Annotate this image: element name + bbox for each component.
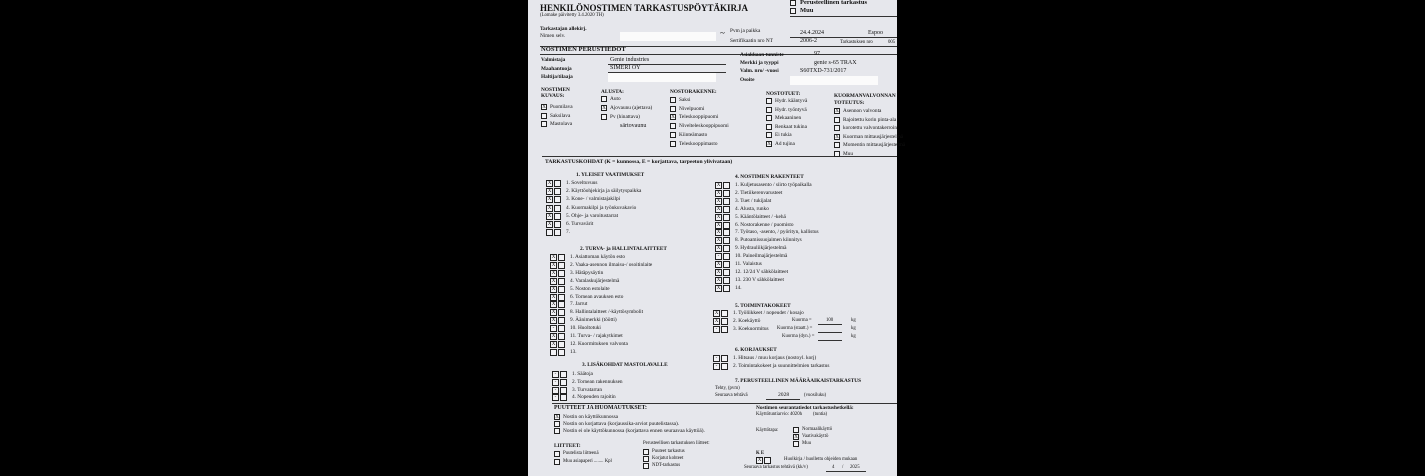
s4-item: 6. Nostorakenne / puomisto — [735, 221, 794, 228]
s2-k-cell[interactable]: X — [551, 341, 556, 347]
use-checkbox[interactable] — [793, 441, 799, 447]
s2-k-cell[interactable]: X — [551, 270, 556, 276]
s4-item: 10. Paineilmajärjestelmä — [735, 253, 788, 260]
load2-label: Kuorma (staatt.) = — [777, 326, 813, 331]
nostorakenne-checkbox[interactable] — [670, 141, 676, 147]
s4-e-cell[interactable] — [723, 285, 730, 292]
nostotuet-item: Mekaaninen — [775, 115, 802, 121]
divider — [818, 332, 842, 333]
s5-heading: 5. TOIMINTAKOKEET — [735, 303, 791, 309]
s3-item: 4. Nopeuden rajoitin — [572, 394, 616, 401]
nostorakenne-item: Teleskooppipuomi — [679, 114, 719, 121]
s2-k-cell[interactable]: X — [551, 278, 556, 284]
s5-e-cell[interactable] — [721, 318, 728, 325]
s4-k-cell[interactable]: X — [716, 222, 721, 228]
checkbox-muu[interactable] — [790, 8, 796, 14]
s4-e-cell[interactable] — [723, 229, 730, 236]
s2-e-cell[interactable] — [558, 262, 565, 269]
owner-label: Haltija/tilaaja — [541, 74, 573, 80]
s1-e-cell[interactable] — [554, 205, 561, 212]
nostorakenne-item: Teleskooppimasto — [679, 140, 718, 147]
serial-label: Valm. nro/ -vuosi — [740, 68, 779, 74]
s4-item: 3. Tuet / tukijalat — [735, 197, 772, 204]
s4-e-cell[interactable] — [723, 277, 730, 284]
use-checkbox[interactable] — [793, 427, 799, 433]
s4-item: 5. Kääntölaitteet / -kehä — [735, 213, 786, 220]
s7-next-suffix: (vuosiluku) — [804, 393, 827, 398]
redacted-address — [790, 76, 878, 85]
s1-k-cell[interactable]: X — [547, 181, 552, 186]
s2-item: 11. Turva- / rajakytkimet — [570, 333, 623, 339]
s2-item: 13. — [570, 348, 577, 355]
s2-k-cell[interactable] — [550, 349, 557, 356]
s3-e-cell[interactable] — [560, 387, 567, 394]
s1-k-cell[interactable] — [546, 229, 553, 236]
huol-e-cell[interactable] — [764, 457, 771, 464]
s3-k-cell[interactable]: - — [552, 394, 559, 401]
s4-item: 2. Tietiikerenvarusteet — [735, 189, 783, 196]
s2-e-cell[interactable] — [558, 278, 565, 285]
peruslist-item: Puuteet tarkastus — [652, 449, 685, 454]
s2-item: 12. Kuormituksen valvonta — [570, 340, 628, 347]
s1-heading: 1. YLEISET VAATIMUKSET — [576, 172, 645, 178]
s7-done-label: Tehty, (pvm) — [715, 386, 740, 391]
s1-e-cell[interactable] — [554, 221, 561, 228]
nostotuet-heading: NOSTOTUET: — [766, 91, 801, 97]
s6-e-cell[interactable] — [721, 363, 728, 370]
peruslist-heading: Perusteellisen tarkastuksen liitteet: — [643, 441, 710, 446]
maker-label: Valmistaja — [541, 57, 566, 63]
s4-k-cell[interactable]: X — [716, 190, 721, 196]
puutteet-item: Nostin on korjattava (korjaussika-arviot puutelistassa). — [563, 421, 680, 427]
s4-e-cell[interactable] — [723, 182, 730, 189]
load3-unit: kg — [851, 334, 856, 339]
s2-e-cell[interactable] — [558, 270, 565, 277]
s2-e-cell[interactable] — [558, 349, 565, 356]
cert-value: 2006-2 — [800, 38, 817, 44]
s1-e-cell[interactable] — [554, 180, 561, 187]
nostotuet-checkbox[interactable] — [766, 98, 772, 104]
maker-value: Genie industries — [610, 57, 650, 63]
alusta-checkbox[interactable] — [601, 114, 607, 120]
kuorman-item: Muu — [843, 150, 854, 157]
customer-value: 97 — [814, 51, 820, 57]
s1-k-cell[interactable]: X — [547, 213, 552, 219]
s2-item: 6. Tornean avauksen esto — [570, 293, 624, 300]
s4-item: 7. Työtaso, -asento, / pyörityn, kallistus — [735, 229, 819, 236]
kuorman-checkbox[interactable] — [834, 151, 840, 157]
s5-e-cell[interactable] — [721, 310, 728, 317]
s5-item: 2. Koekäyttö — [733, 318, 761, 324]
use-checkbox[interactable]: X — [794, 435, 798, 440]
s2-item: 9. Äänimerkki (töötti) — [570, 317, 617, 324]
liitteet-checkbox[interactable] — [554, 459, 560, 465]
s4-heading: 4. NOSTIMEN RAKENTEET — [735, 174, 804, 180]
inspection-form — [528, 0, 906, 476]
alusta-heading: ALUSTA: — [601, 89, 624, 95]
s5-k-cell[interactable]: X — [714, 319, 719, 324]
s1-item: 1. Soveltuvuus — [566, 180, 598, 186]
s6-item: 1. Hitsaus / muu korjaus (nostoyl. korj) — [733, 355, 817, 361]
divider — [818, 324, 842, 325]
kohdat-heading: TARKASTUSKOHDAT (K = kunnossa, E = korjattava, tarpeeton ylivivataan) — [545, 159, 733, 165]
s4-k-cell[interactable]: X — [716, 183, 721, 188]
kuvaus-item: Mastolava — [550, 121, 573, 127]
s6-k-cell[interactable]: - — [713, 363, 720, 370]
customer-label: Asiakkaan tunniste — [740, 52, 784, 58]
s5-k-cell[interactable]: - — [713, 326, 720, 333]
s3-k-cell[interactable]: - — [552, 379, 559, 386]
seuranta-next-year: 2025 — [850, 465, 860, 470]
seuranta-ke: K E — [756, 451, 765, 456]
kuorman-checkbox[interactable]: X — [835, 134, 839, 140]
address-label: Osoite — [740, 77, 755, 83]
use-item: Muu — [802, 441, 812, 446]
s1-e-cell[interactable] — [554, 229, 561, 236]
nostorakenne-checkbox[interactable] — [670, 123, 676, 129]
s1-k-cell[interactable]: X — [547, 197, 552, 203]
s3-heading: 3. LISÄKOHDAT MASTOLAVALLE — [582, 362, 668, 368]
s1-item: 7. — [566, 229, 570, 236]
seuranta-next-month: 4 — [832, 465, 835, 470]
s1-item: 4. Kuormakilpi ja työnkuvakavio — [566, 204, 637, 211]
s2-k-cell[interactable]: X — [551, 294, 556, 300]
importer-label: Maahantuoja — [541, 66, 572, 72]
load1-label: Kuorma = — [792, 318, 812, 323]
inspector-name-label: Nimen selv. — [540, 33, 566, 39]
s1-k-cell[interactable]: X — [547, 189, 552, 195]
s1-k-cell[interactable]: X — [547, 205, 552, 211]
divider — [826, 471, 866, 472]
liitteet-heading: LIITTEET: — [554, 443, 581, 449]
nostorakenne-item: Nivelpuomi — [679, 105, 705, 112]
nostotuet-item: Renkaat tukina — [775, 123, 807, 130]
liitteet-item: Muu asiapaperi ........ Kpl — [563, 459, 612, 464]
s2-e-cell[interactable] — [558, 317, 565, 324]
use-item: Vaativakäyttö — [802, 434, 829, 439]
s7-heading: 7. PERUSTEELLINEN MÄÄRÄAIKAISTARKASTUS — [735, 378, 862, 384]
nostorakenne-item: Nivelteleskooppipuomi — [679, 123, 729, 130]
kuorman-item: Rajoitettu korin pinta-ala — [843, 116, 897, 123]
kuorman-item: korotettu valvontakerroin — [843, 125, 897, 131]
s1-item: 2. Käyttöohjekirja ja säilytyspaikka — [566, 188, 642, 195]
alusta-item: Pv (hinattava) — [610, 114, 640, 120]
kuorman-item: Kuorman mittausjärjestelmä — [843, 133, 904, 140]
peruslist-item: Korjatut kohteet — [652, 456, 684, 461]
s2-e-cell[interactable] — [558, 341, 565, 348]
s4-item: 4. Alusta, runko — [735, 205, 769, 212]
load1-unit: kg — [851, 318, 856, 323]
s4-item: 8. Putoamissuojaimen kiinnitys — [735, 237, 802, 244]
s1-e-cell[interactable] — [554, 188, 561, 195]
nostotuet-item: Hydr. työntyvä — [775, 106, 807, 113]
load3-label: Kuorma (dyn.) = — [782, 334, 815, 339]
nostorakenne-checkbox[interactable] — [670, 132, 676, 138]
s3-k-cell[interactable]: - — [552, 387, 559, 394]
kuvaus-checkbox[interactable] — [541, 113, 547, 119]
s2-k-cell[interactable]: - — [550, 325, 557, 332]
s6-heading: 6. KORJAUKSET — [735, 347, 777, 353]
checkbox-perusteellinen[interactable] — [790, 0, 796, 6]
nostotuet-item: Hydr. kääntyvä — [775, 98, 808, 104]
s2-e-cell[interactable] — [558, 286, 565, 293]
serial-value: S60TXD-731/2017 — [800, 68, 847, 74]
puutteet-item: Nostin ei ole käyttökunnossa (korjattava ennen seuraavaa käyttöä). — [563, 428, 705, 434]
s3-item: 1. Säätoja — [572, 371, 593, 377]
s2-e-cell[interactable] — [558, 325, 565, 332]
s1-e-cell[interactable] — [554, 196, 561, 203]
divider — [790, 16, 897, 17]
alusta-item: Ajovaunu (ajettava) — [610, 105, 653, 111]
s4-k-cell[interactable]: X — [716, 277, 721, 283]
s2-item: 5. Noston estolaite — [570, 285, 610, 292]
date-value: 24.4.2024 — [800, 30, 824, 36]
s4-e-cell[interactable] — [723, 237, 730, 244]
s2-item: 1. Asiattoman käytön esto — [570, 254, 626, 260]
s5-item: 1. Työliikkeet / nopeudet / kosajo — [733, 310, 804, 316]
s2-k-cell[interactable]: X — [551, 318, 556, 324]
s4-e-cell[interactable] — [723, 206, 730, 213]
use-item: Normaalikäyttö — [802, 427, 833, 432]
seuranta-next-label: Seuraava tarkastus tehtävä (kk/v) — [744, 465, 808, 470]
alusta-checkbox[interactable] — [601, 96, 607, 102]
nostorakenne-item: Saksi — [679, 97, 691, 103]
kuvaus-item: Saksilava — [550, 112, 571, 119]
s4-e-cell[interactable] — [723, 222, 730, 229]
s7-next-value: 2028 — [778, 392, 790, 398]
kuorman-item: Asennon valvonta — [843, 108, 882, 114]
nostotuet-checkbox[interactable] — [766, 115, 772, 121]
s2-e-cell[interactable] — [558, 309, 565, 316]
nostotuet-checkbox[interactable] — [766, 107, 772, 113]
alusta-checkbox[interactable]: X — [602, 106, 606, 111]
s4-e-cell[interactable] — [723, 190, 730, 197]
kuvaus-checkbox[interactable] — [541, 121, 547, 127]
s4-item: 11. Valaistus — [735, 261, 762, 267]
puutteet-checkbox[interactable] — [554, 421, 560, 427]
s6-e-cell[interactable] — [721, 355, 728, 362]
s4-e-cell[interactable] — [723, 261, 730, 268]
s1-item: 6. Turvavärit — [566, 221, 594, 227]
hours-label: Käyttötuntiarvio: — [756, 412, 790, 417]
s2-k-cell[interactable]: X — [551, 262, 556, 268]
form-updated: (Lomake päivitetty 3.4.2020 TH) — [540, 13, 604, 18]
nostorakenne-checkbox[interactable] — [670, 97, 676, 103]
report-value: 005 — [888, 40, 896, 45]
puutteet-item: Nostin on käyttökunnossa — [563, 414, 619, 420]
s2-item: 8. Hallintalaitteet /-käyttösymbolit — [570, 309, 644, 316]
nostorakenne-checkbox[interactable] — [670, 106, 676, 112]
report-label: Tarkastuksen nro — [840, 40, 873, 45]
s4-k-cell[interactable]: X — [716, 269, 721, 275]
nostotuet-checkbox[interactable] — [766, 124, 772, 130]
s3-k-cell[interactable]: - — [552, 371, 559, 378]
s2-item: 10. Huoltotuki — [570, 325, 601, 332]
kuorman-checkbox[interactable]: X — [835, 109, 839, 114]
s4-k-cell[interactable]: X — [716, 206, 721, 212]
divider — [552, 403, 897, 404]
inspector-label: Tarkastajan allekirj. — [540, 26, 587, 32]
nostotuet-item: Ei tukia — [775, 132, 792, 138]
s4-k-cell[interactable]: X — [716, 285, 721, 291]
s3-item: 3. Turvatarran — [572, 386, 603, 393]
s5-item: 3. Koekuormitus — [733, 326, 769, 332]
nostorakenne-heading: NOSTORAKENNE: — [670, 89, 717, 95]
kuorman-item: Momentin mittausjärjestelmä — [843, 142, 906, 148]
load1-value: 100 — [826, 318, 834, 323]
s4-k-cell[interactable]: X — [716, 238, 721, 244]
huol-k-cell[interactable]: X — [757, 458, 762, 463]
nostorakenne-checkbox[interactable]: X — [671, 115, 675, 121]
nostorakenne-item: Kiinteämasto — [679, 131, 708, 138]
s1-k-cell[interactable]: X — [547, 222, 552, 227]
s3-e-cell[interactable] — [560, 394, 567, 401]
date-label: Pvm ja paikka — [730, 28, 761, 34]
divider — [766, 399, 800, 400]
basic-heading: NOSTIMEN PERUSTIEDOT — [541, 46, 626, 53]
huol-label: Huolkirja / huollettu ohjeiden mukaan — [784, 457, 858, 462]
kuvaus-item: Puomilava — [550, 104, 573, 110]
s3-item: 2. Tornean rakennuksen — [572, 378, 623, 385]
kuvaus-heading: NOSTIMEN KUVAUS: — [541, 87, 570, 99]
s2-heading: 2. TURVA- ja HALLINTALAITTEET — [580, 246, 667, 252]
kuorman-checkbox[interactable] — [834, 142, 840, 148]
s4-item: 12. 12/24 V sähkölaitteet — [735, 268, 789, 275]
kuorman-heading: KUORMANVALVONNAN TOTEUTUS: — [834, 93, 896, 106]
nostotuet-checkbox[interactable]: X — [767, 141, 771, 147]
liitteet-item: Puutelista liitteenä — [563, 451, 599, 456]
redacted-owner — [608, 73, 716, 82]
s2-k-cell[interactable]: X — [551, 286, 556, 292]
tilde-mark: ~ — [720, 28, 725, 38]
hours-unit: (tuntia) — [813, 412, 828, 417]
kuorman-checkbox[interactable] — [834, 117, 840, 123]
s3-e-cell[interactable] — [560, 379, 567, 386]
s4-k-cell[interactable]: - — [715, 253, 722, 260]
s5-k-cell[interactable]: X — [714, 311, 719, 316]
s2-item: 3. Hätäpysäytin — [570, 269, 604, 276]
s4-e-cell[interactable] — [723, 245, 730, 252]
s5-e-cell[interactable] — [721, 326, 728, 333]
s2-k-cell[interactable]: X — [551, 255, 556, 260]
s4-e-cell[interactable] — [723, 214, 730, 221]
nostotuet-item: Ad tujina — [775, 140, 795, 147]
use-label: Käyttötapa: — [756, 428, 779, 433]
peruslist-item: NDT-tarkastus — [652, 463, 681, 468]
s4-e-cell[interactable] — [723, 253, 730, 260]
s2-e-cell[interactable] — [558, 301, 565, 308]
kuvaus-checkbox[interactable]: X — [542, 105, 546, 110]
s2-item: 2. Vaaka-asennon ilmaisu-/ osoitinlaite — [570, 261, 653, 268]
s2-e-cell[interactable] — [558, 333, 565, 340]
model-value: genie s-65 TRAX — [814, 60, 857, 66]
s2-item: 4. Varalaskujärjestelmä — [570, 277, 620, 284]
s4-k-cell[interactable]: X — [716, 246, 721, 252]
s4-k-cell[interactable]: X — [716, 198, 721, 204]
seuranta-slash: / — [842, 465, 844, 470]
s1-item: 5. Ohje- ja varoitustarrat — [566, 212, 619, 219]
s2-item: 7. Jarrut — [570, 301, 588, 308]
s2-k-cell[interactable]: X — [551, 334, 556, 339]
place-value: Espoo — [868, 30, 883, 36]
label-perusteellinen: Perusteellinen tarkastus — [800, 0, 867, 6]
s1-e-cell[interactable] — [554, 213, 561, 220]
liitteet-checkbox[interactable] — [554, 451, 560, 457]
load2-unit: kg — [851, 326, 856, 331]
s4-k-cell[interactable]: X — [716, 230, 721, 236]
s1-item: 3. Kone- / valmistajakilpi — [566, 196, 621, 203]
s4-item: 9. Hydrauliikjärjestelmä — [735, 245, 787, 252]
s3-e-cell[interactable] — [560, 371, 567, 378]
kuorman-checkbox[interactable] — [834, 125, 840, 131]
redacted-name — [620, 32, 716, 41]
form-title: HENKILÖNOSTIMEN TARKASTUSPÖYTÄKIRJA — [540, 3, 748, 13]
alusta-item: Auto — [610, 96, 621, 102]
s2-e-cell[interactable] — [558, 254, 565, 261]
s4-k-cell[interactable]: X — [716, 262, 721, 267]
seuranta-heading: Nostimen seurantatiedot tarkastushetkellä: — [756, 405, 854, 411]
s2-e-cell[interactable] — [558, 294, 565, 301]
importer-value: SIMERI OY — [610, 65, 641, 71]
divider — [818, 340, 842, 341]
model-label: Merkki ja tyyppi — [740, 60, 779, 66]
s4-item: 1. Kuljetusasento / siirto työpaikalla — [735, 182, 812, 188]
nostotuet-checkbox[interactable] — [766, 132, 772, 138]
peruslist-checkbox[interactable] — [643, 449, 649, 455]
puutteet-checkbox[interactable]: X — [555, 415, 559, 420]
puutteet-heading: PUUTTEET JA HUOMAUTUKSET: — [554, 405, 647, 411]
cert-label: Sertifikaatin nro NT — [730, 38, 773, 44]
puutteet-checkbox[interactable] — [554, 428, 560, 434]
s4-e-cell[interactable] — [723, 198, 730, 205]
s4-e-cell[interactable] — [723, 269, 730, 276]
label-muu: Muu — [800, 7, 814, 14]
s6-item: 2. Toimintakokeet ja suunnittelmien tarkastus — [733, 363, 830, 369]
s2-k-cell[interactable]: X — [551, 310, 556, 316]
peruslist-checkbox[interactable] — [643, 463, 649, 469]
s4-item: 13. 230 V sähkölaitteet — [735, 276, 784, 283]
s7-next-label: Seuraava tehtävä — [715, 393, 748, 398]
divider — [540, 54, 897, 55]
alusta-extra: särtovaunu — [620, 123, 647, 129]
hours-value: 4020h — [790, 412, 802, 417]
s4-k-cell[interactable]: X — [716, 214, 721, 220]
peruslist-checkbox[interactable] — [643, 456, 649, 462]
s4-item: 14. — [735, 284, 742, 291]
s2-k-cell[interactable]: X — [551, 302, 556, 308]
s6-k-cell[interactable]: - — [713, 355, 720, 362]
